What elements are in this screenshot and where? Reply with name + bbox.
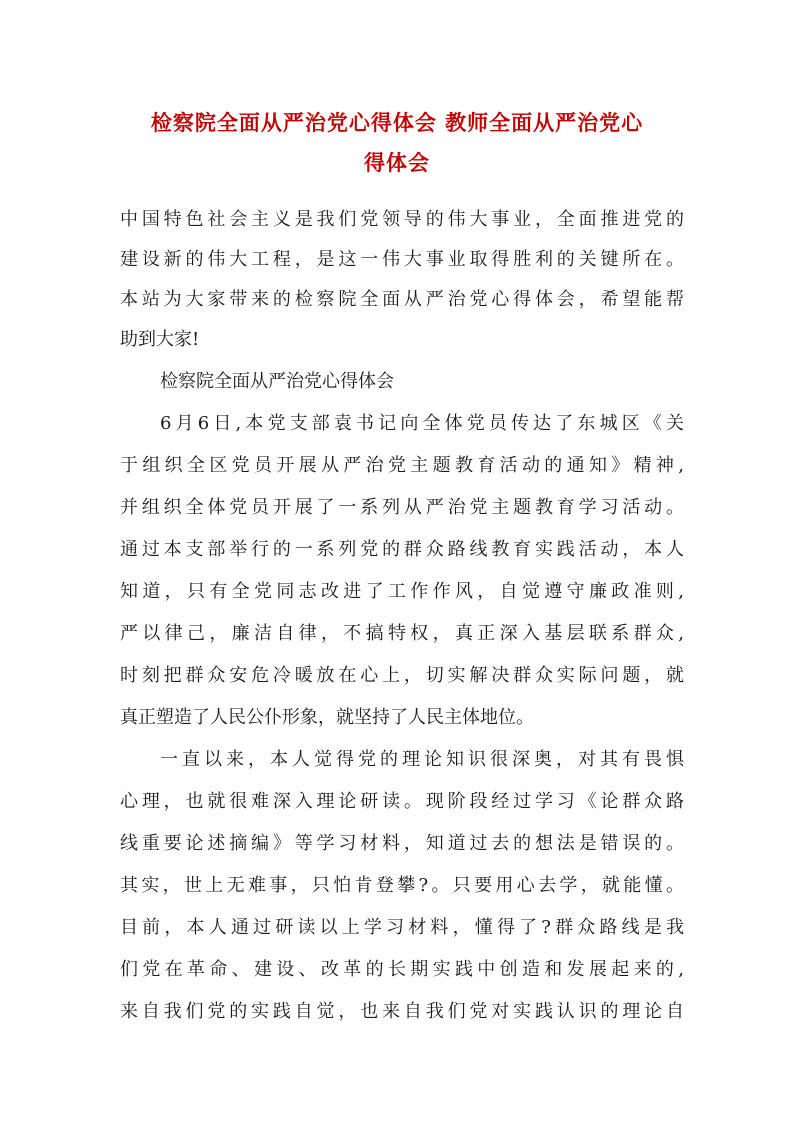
page-title-line-2: 得体会: [364, 150, 430, 175]
para2-line-3: 线重要论述摘编》等学习材料，知道过去的想法是错误的。: [120, 833, 684, 854]
intro-line-3: 本站为大家带来的检察院全面从严治党心得体会，希望能帮: [120, 289, 684, 310]
para2-line-1: 一直以来，本人觉得党的理论知识很深奥，对其有畏惧: [160, 749, 684, 770]
intro-line-2: 建设新的伟大工程，是这一伟大事业取得胜利的关键所在。: [120, 249, 684, 270]
para1-line-5: 知道，只有全党同志改进了工作作风，自觉遵守廉政准则,: [120, 581, 684, 602]
para1-line-3: 并组织全体党员开展了一系列从严治党主题教育学习活动。: [120, 497, 684, 518]
para1-line-1: 6月6日,本党支部袁书记向全体党员传达了东城区《关: [160, 413, 684, 434]
intro-line-4: 助到大家!: [120, 329, 200, 350]
para1-line-6: 严以律己，廉洁自律，不搞特权，真正深入基层联系群众,: [120, 623, 684, 644]
para2-line-4: 其实，世上无难事，只怕肯登攀?。只要用心去学，就能懂。: [120, 875, 684, 896]
section-subheading: 检察院全面从严治党心得体会: [160, 371, 394, 392]
para1-line-2: 于组织全区党员开展从严治党主题教育活动的通知》精神,: [120, 455, 684, 476]
para2-line-2: 心理，也就很难深入理论研读。现阶段经过学习《论群众路: [120, 791, 684, 812]
para2-line-7: 来自我们党的实践自觉，也来自我们党对实践认识的理论自: [120, 1001, 684, 1022]
para1-line-8: 真正塑造了人民公仆形象，就坚持了人民主体地位。: [120, 707, 534, 728]
intro-line-1: 中国特色社会主义是我们党领导的伟大事业，全面推进党的: [120, 209, 684, 230]
para2-line-6: 们党在革命、建设、改革的长期实践中创造和发展起来的,: [120, 959, 684, 980]
page-title-line-1: 检察院全面从严治党心得体会 教师全面从严治党心: [150, 110, 644, 135]
para1-line-4: 通过本支部举行的一系列党的群众路线教育实践活动，本人: [120, 539, 684, 560]
para2-line-5: 目前，本人通过研读以上学习材料，懂得了?群众路线是我: [120, 917, 684, 938]
para1-line-7: 时刻把群众安危冷暖放在心上，切实解决群众实际问题，就: [120, 665, 684, 686]
